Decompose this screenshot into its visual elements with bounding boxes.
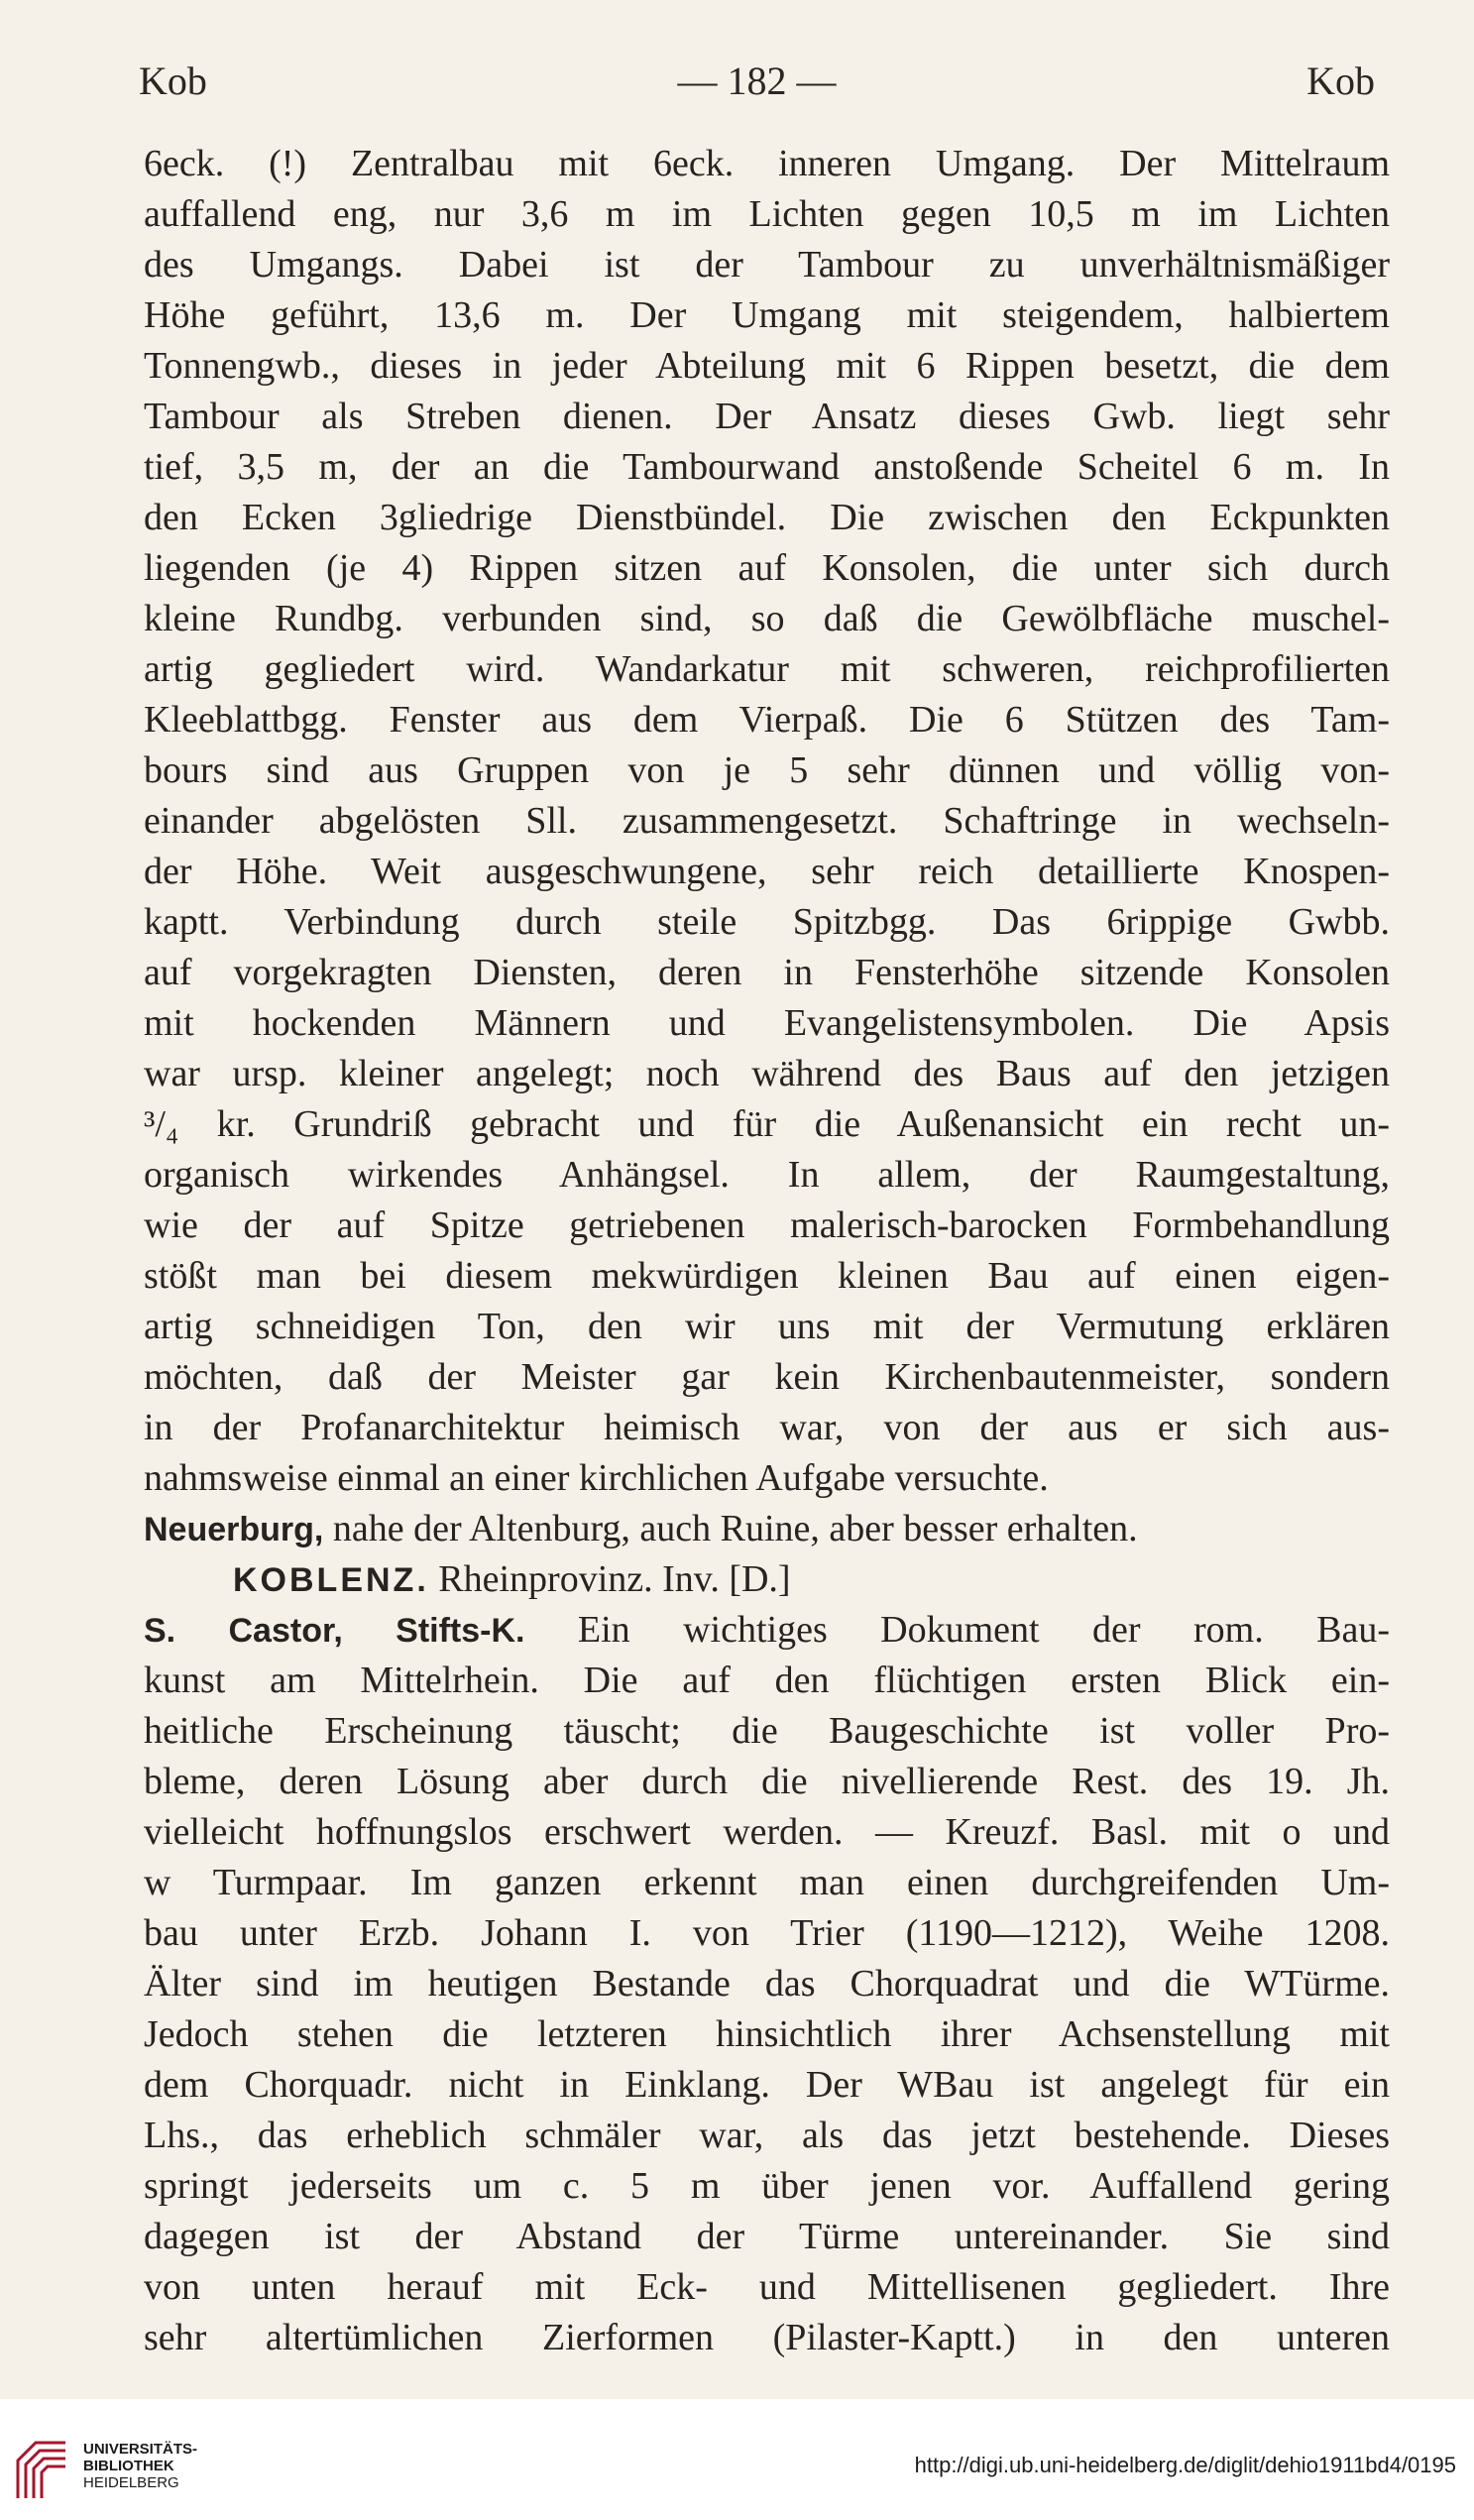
text-line: der Höhe. Weit ausgeschwungene, sehr reich detaillierte Knospen-	[144, 851, 1390, 892]
text-line: in der Profanarchitektur heimisch war, von der aus er sich aus-	[144, 1407, 1390, 1448]
paragraph-first	[144, 139, 1390, 1504]
library-name-line: BIBLIOTHEK	[83, 2458, 174, 2474]
text-line: liegenden (je 4) Rippen sitzen auf Konsolen, die unter sich durch	[144, 547, 1390, 589]
text-line: bleme, deren Lösung aber durch die nivellierende Rest. des 19. Jh.	[144, 1761, 1390, 1802]
library-footer	[0, 2399, 1474, 2520]
library-name-line: HEIDELBERG	[83, 2474, 179, 2491]
city-heading-title: KOBLENZ.	[233, 1561, 429, 1599]
library-name-line: UNIVERSITÄTS-	[83, 2441, 198, 2458]
city-heading-koblenz	[144, 1554, 1390, 1605]
text-line: tief, 3,5 m, der an die Tambourwand anstoßende Scheitel 6 m. In	[144, 446, 1390, 488]
text-line: Älter sind im heutigen Bestande das Chorquadrat und die WTürme.	[144, 1963, 1390, 2005]
text-line: artig schneidigen Ton, den wir uns mit der Vermutung erklären	[144, 1306, 1390, 1347]
text-line: Tambour als Streben dienen. Der Ansatz dieses Gwb. liegt sehr	[144, 396, 1390, 437]
text-line: springt jederseits um c. 5 m über jenen vor. Auffallend gering	[144, 2165, 1390, 2207]
text-line: den Ecken 3gliedrige Dienstbündel. Die zwischen den Eckpunkten	[144, 497, 1390, 538]
text-line: Tonnengwb., dieses in jeder Abteilung mit 6 Rippen besetzt, die dem	[144, 345, 1390, 387]
text-line: kunst am Mittelrhein. Die auf den flüchtigen ersten Blick ein-	[144, 1660, 1390, 1701]
text-line: Lhs., das erheblich schmäler war, als das jetzt bestehende. Dieses	[144, 2115, 1390, 2156]
library-name	[83, 2441, 197, 2491]
text-line: vielleicht hoffnungslos erschwert werden. — Kreuzf. Basl. mit o und	[144, 1811, 1390, 1853]
text-line: von unten herauf mit Eck- und Mittellisenen gegliedert. Ihre	[144, 2266, 1390, 2308]
page-number: — 182 —	[677, 58, 837, 103]
text-line: einander abgelösten Sll. zusammengesetzt. Schaftringe in wechseln-	[144, 800, 1390, 842]
text-line: ³/₄ kr. Grundriß gebracht und für die Außenansicht ein recht un-	[144, 1103, 1390, 1145]
text-line: möchten, daß der Meister gar kein Kirchenbautenmeister, sondern	[144, 1356, 1390, 1398]
entry-neuerburg-title: Neuerburg,	[144, 1511, 324, 1548]
text-line: wie der auf Spitze getriebenen malerisch-barocken Formbehandlung	[144, 1204, 1390, 1246]
university-library-logo-icon	[14, 2439, 69, 2502]
city-heading-text: Rheinprovinz. Inv. [D.]	[428, 1558, 791, 1600]
source-url-link[interactable]: http://digi.ub.uni-heidelberg.de/diglit/dehio1911bd4/0195	[914, 2453, 1456, 2477]
text-line: auf vorgekragten Diensten, deren in Fensterhöhe sitzende Konsolen	[144, 952, 1390, 993]
running-header	[139, 57, 1375, 113]
text-line: sehr altertümlichen Zierformen (Pilaster-Kaptt.) in den unteren	[144, 2317, 1390, 2358]
text-line: auffallend eng, nur 3,6 m im Lichten gegen 10,5 m im Lichten	[144, 193, 1390, 235]
paragraph-castor	[144, 1656, 1390, 2363]
text-line: w Turmpaar. Im ganzen erkennt man einen durchgreifenden Um-	[144, 1862, 1390, 1903]
text-line: stößt man bei diesem mekwürdigen kleinen Bau auf einen eigen-	[144, 1255, 1390, 1297]
body-text	[144, 139, 1390, 2363]
text-line: mit hockenden Männern und Evangelistensymbolen. Die Apsis	[144, 1002, 1390, 1044]
text-line: Kleeblattbgg. Fenster aus dem Vierpaß. Die 6 Stützen des Tam-	[144, 699, 1390, 741]
text-line: kaptt. Verbindung durch steile Spitzbgg. Das 6rippige Gwbb.	[144, 901, 1390, 943]
header-left-keyword: Kob	[139, 58, 207, 103]
text-line: bau unter Erzb. Johann I. von Trier (1190—1212), Weihe 1208.	[144, 1912, 1390, 1954]
entry-castor	[144, 1605, 1390, 1656]
text-line: heitliche Erscheinung täuscht; die Baugeschichte ist voller Pro-	[144, 1710, 1390, 1752]
entry-castor-title: S. Castor, Stifts-K.	[144, 1612, 525, 1650]
text-line: nahmsweise einmal an einer kirchlichen Aufgabe versuchte.	[144, 1457, 1049, 1499]
text-line: dagegen ist der Abstand der Türme untereinander. Sie sind	[144, 2216, 1390, 2257]
text-line: artig gegliedert wird. Wandarkatur mit schweren, reichprofilierten	[144, 648, 1390, 690]
entry-castor-text: Ein wichtiges Dokument der rom. Bau-	[524, 1609, 1390, 1651]
text-line: organisch wirkendes Anhängsel. In allem, der Raumgestaltung,	[144, 1154, 1390, 1196]
text-line: Höhe geführt, 13,6 m. Der Umgang mit steigendem, halbiertem	[144, 294, 1390, 336]
text-line: Jedoch stehen die letzteren hinsichtlich ihrer Achsenstellung mit	[144, 2013, 1390, 2055]
entry-neuerburg	[144, 1504, 1390, 1554]
text-line: des Umgangs. Dabei ist der Tambour zu unverhältnismäßiger	[144, 244, 1390, 286]
header-right-keyword: Kob	[1306, 58, 1375, 103]
text-line: 6eck. (!) Zentralbau mit 6eck. inneren Umgang. Der Mittelraum	[144, 143, 1390, 184]
entry-neuerburg-text: nahe der Altenburg, auch Ruine, aber besser erhalten.	[323, 1508, 1138, 1549]
text-line: bours sind aus Gruppen von je 5 sehr dünnen und völlig von-	[144, 749, 1390, 791]
text-line: dem Chorquadr. nicht in Einklang. Der WBau ist angelegt für ein	[144, 2064, 1390, 2106]
text-line: kleine Rundbg. verbunden sind, so daß die Gewölbfläche muschel-	[144, 598, 1390, 639]
text-line: war ursp. kleiner angelegt; noch während des Baus auf den jetzigen	[144, 1053, 1390, 1094]
